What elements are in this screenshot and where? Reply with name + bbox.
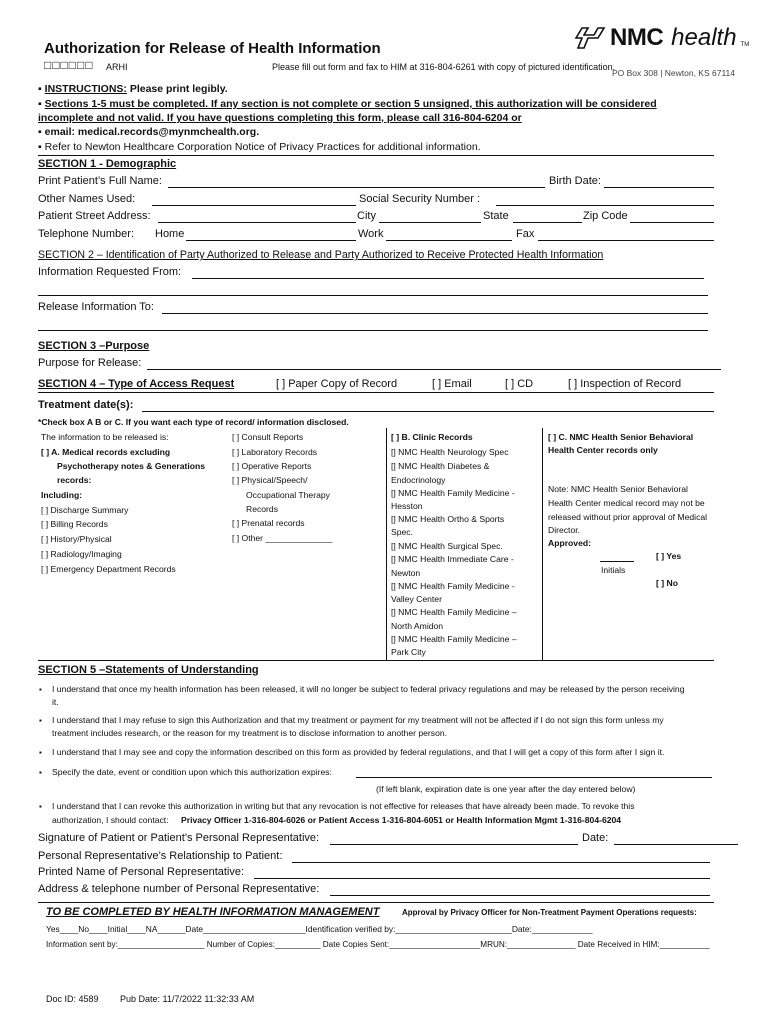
statement-2: I understand that I may refuse to sign this Authorization and that my treatment or payment for my treatment will not be affected if I do not sign this form unless my	[52, 715, 664, 725]
statement-5: I understand that I can revoke this authorization in writing but that any revocation is not effective for releases that have already been made. To revoke this	[52, 801, 635, 811]
street-field[interactable]	[158, 222, 356, 223]
record-checkbox[interactable]: [ ] Operative Reports	[232, 461, 312, 471]
him-row-1[interactable]: Yes____No____Initial____NA______Date______________________Identification verified by:_________________________Date:_____________	[46, 924, 593, 934]
bullet-icon: ▪	[39, 802, 42, 811]
purpose-label: Purpose for Release:	[38, 357, 142, 369]
bullet-icon: ▪	[38, 126, 42, 138]
statement-4: Specify the date, event or condition upon which this authorization expires:	[52, 767, 332, 777]
signature-date-field[interactable]	[614, 844, 738, 845]
clinic-checkbox[interactable]: [] NMC Health Family Medicine –	[391, 634, 517, 644]
instruction-line-5	[38, 141, 481, 153]
divider	[38, 155, 714, 156]
clinic-checkbox[interactable]: [] NMC Health Family Medicine –	[391, 607, 517, 617]
city-label: City	[357, 210, 376, 222]
option-a-text-2: Psychotherapy notes & Generations	[57, 461, 206, 471]
record-checkbox[interactable]: [ ] History/Physical	[41, 534, 112, 544]
initials-label: Initials	[601, 565, 626, 575]
cross-icon	[572, 24, 606, 52]
home-phone-field[interactable]	[186, 240, 356, 241]
including-label: Including:	[41, 490, 83, 500]
expiration-note: (If left blank, expiration date is one year after the day entered below)	[376, 784, 636, 794]
doc-id: Doc ID: 4589	[46, 994, 99, 1004]
nmc-health-logo	[572, 24, 749, 52]
section-2-title: SECTION 2 – Identification of Party Authorized to Release and Party Authorized to Receive Protected Health Information	[38, 249, 604, 261]
column-divider	[542, 428, 543, 660]
him-divider	[38, 902, 714, 903]
release-to-field-2[interactable]	[38, 330, 708, 331]
signature-date-label: Date:	[582, 832, 609, 844]
fax-instruction: Please fill out form and fax to HIM at 316-804-6261 with copy of pictured identification.	[272, 62, 616, 72]
record-checkbox[interactable]: [ ] Radiology/Imaging	[41, 549, 122, 559]
printed-name-field[interactable]	[254, 878, 710, 879]
release-to-label: Release Information To:	[38, 301, 154, 313]
logo-tm: TM	[740, 42, 750, 48]
telephone-label: Telephone Number:	[38, 228, 135, 240]
bullet-icon: ▪	[39, 748, 42, 757]
clinic-text: Valley Center	[391, 594, 442, 604]
treatment-dates-label: Treatment date(s):	[38, 399, 134, 411]
clinic-checkbox[interactable]: [] NMC Health Diabetes &	[391, 461, 490, 471]
work-phone-field[interactable]	[386, 240, 512, 241]
contacts: Privacy Officer 1-316-804-6026 or Patient Access 1-316-804-6051 or Health Information Mgmt 1-316-804-6204	[181, 815, 622, 825]
print-legibly: Please print legibly.	[129, 83, 228, 95]
bullet-icon: ▪	[39, 685, 42, 694]
form-title: Authorization for Release of Health Information	[44, 40, 381, 57]
option-c-text: Health Center records only	[548, 445, 658, 455]
approved-label: Approved:	[548, 538, 591, 548]
signature-label: Signature of Patient or Patient’s Personal Representative:	[38, 832, 320, 844]
instruction-line-3	[38, 112, 522, 124]
privacy-notice-text: Refer to Newton Healthcare Corporation Notice of Privacy Practices for additional information.	[44, 141, 481, 153]
check-note: *Check box A B or C. If you want each type of record/ information disclosed.	[38, 417, 349, 427]
fax-field[interactable]	[538, 240, 714, 241]
initials-field[interactable]	[600, 561, 634, 562]
instruction-line-4	[38, 126, 259, 138]
clinic-checkbox[interactable]: [] NMC Health Surgical Spec.	[391, 541, 503, 551]
record-text: Records	[246, 504, 278, 514]
questions-text: incomplete and not valid. If you have questions completing this form, please call 316-804-6204 or	[38, 112, 522, 124]
him-title: TO BE COMPLETED BY HEALTH INFORMATION MANAGEMENT	[46, 906, 380, 918]
clinic-text: Newton	[391, 568, 421, 578]
note-line: Director.	[548, 525, 580, 535]
inspection-checkbox[interactable]: [ ] Inspection of Record	[568, 378, 682, 390]
record-checkbox[interactable]: [ ] Laboratory Records	[232, 447, 318, 457]
clinic-checkbox[interactable]: [] NMC Health Family Medicine -	[391, 488, 515, 498]
work-label: Work	[358, 228, 384, 240]
relationship-label: Personal Representative’s Relationship to Patient:	[38, 850, 283, 862]
other-names-label: Other Names Used:	[38, 193, 136, 205]
option-a-text-3: records:	[57, 475, 92, 485]
info-requested-field[interactable]	[192, 278, 704, 279]
address-phone-field[interactable]	[330, 895, 710, 896]
ssn-label: Social Security Number :	[359, 193, 481, 205]
clinic-text: North Amidon	[391, 621, 444, 631]
option-c-checkbox[interactable]: [ ] C. NMC Health Senior Behavioral	[548, 432, 694, 442]
record-checkbox[interactable]: [ ] Emergency Department Records	[41, 564, 176, 574]
info-released-label: The information to be released is:	[41, 432, 169, 442]
statement-5b: authorization, I should contact:	[52, 815, 169, 825]
instruction-line-2	[38, 98, 657, 110]
zip-label: Zip Code	[583, 210, 628, 222]
clinic-checkbox[interactable]: [] NMC Health Immediate Care -	[391, 554, 514, 564]
cd-checkbox[interactable]: [ ] CD	[505, 378, 534, 390]
sections-required-text: Sections 1-5 must be completed. If any section is not complete or section 5 unsigned, this authorization will be considered	[44, 98, 657, 110]
note-line: Health Center medical record may not be	[548, 498, 705, 508]
section-4-title: SECTION 4 – Type of Access Request	[38, 378, 235, 390]
fax-label: Fax	[516, 228, 535, 240]
note-line: released without prior approval of Medical	[548, 512, 708, 522]
info-requested-field-2[interactable]	[38, 295, 708, 296]
statement-1: I understand that once my health information has been released, it will no longer be subject to federal privacy regulations and may be released by the person receiving	[52, 684, 685, 694]
record-checkbox[interactable]: [ ] Billing Records	[41, 519, 108, 529]
form-code: ARHI	[106, 62, 128, 72]
street-label: Patient Street Address:	[38, 210, 151, 222]
statement-3: I understand that I may see and copy the information described on this form as provided by federal regulations, and that I will get a copy of this form after I sign it.	[52, 747, 665, 757]
other-names-field[interactable]	[152, 205, 356, 206]
clinic-text: Endocrinology	[391, 475, 446, 485]
clinic-checkbox[interactable]: [] NMC Health Ortho & Sports	[391, 514, 505, 524]
statement-1b: it.	[52, 697, 59, 707]
release-to-field[interactable]	[162, 313, 708, 314]
city-field[interactable]	[379, 222, 481, 223]
relationship-field[interactable]	[292, 862, 710, 863]
purpose-field[interactable]	[147, 369, 721, 370]
full-name-field[interactable]	[168, 187, 545, 188]
section-3-title: SECTION 3 –Purpose	[38, 340, 150, 352]
logo-nmc: NMC	[610, 24, 664, 51]
record-checkbox[interactable]: [ ] Consult Reports	[232, 432, 304, 442]
zip-field[interactable]	[630, 222, 714, 223]
treatment-dates-field[interactable]	[142, 411, 714, 412]
bullet-icon: ▪	[38, 141, 42, 153]
statement-2b: treatment includes research, or the reason for my treatment is to disclose information to another person.	[52, 728, 448, 738]
signature-field[interactable]	[330, 844, 578, 845]
record-checkbox[interactable]: [ ] Discharge Summary	[41, 505, 129, 515]
section-5-title: SECTION 5 –Statements of Understanding	[38, 664, 259, 676]
instructions-label: INSTRUCTIONS:	[44, 83, 127, 95]
birth-date-label: Birth Date:	[549, 175, 601, 187]
address: PO Box 308 | Newton, KS 67114	[612, 68, 736, 78]
record-checkbox[interactable]: [ ] Physical/Speech/	[232, 475, 308, 485]
divider	[38, 660, 714, 661]
clinic-text: Hesston	[391, 501, 423, 511]
bullet-icon: ▪	[39, 716, 42, 725]
email-text: email: medical.records@mynmchealth.org.	[44, 126, 260, 138]
pub-date: Pub Date: 11/7/2022 11:32:33 AM	[120, 994, 255, 1004]
state-field[interactable]	[513, 222, 582, 223]
him-row-2[interactable]: Information sent by:___________________ Number of Copies:__________ Date Copies Sent:____________________MRUN:_______________ Date Received in HIM:___________	[46, 940, 710, 949]
instruction-line-1	[38, 83, 228, 95]
other-checkbox[interactable]: [ ] Other ______________	[232, 533, 333, 543]
logo-health: health	[671, 24, 737, 51]
email-checkbox[interactable]: [ ] Email	[432, 378, 472, 390]
birth-date-field[interactable]	[604, 187, 714, 188]
bullet-icon: ▪	[38, 83, 42, 95]
note-line: Note: NMC Health Senior Behavioral	[548, 484, 688, 494]
yes-checkbox[interactable]: [ ] Yes	[656, 551, 682, 561]
option-a-checkbox[interactable]: [ ] A. Medical records excluding	[41, 447, 171, 457]
column-divider	[386, 428, 387, 660]
divider	[38, 392, 714, 393]
section-1-title: SECTION 1 - Demographic	[38, 158, 177, 170]
address-phone-label: Address & telephone number of Personal Representative:	[38, 883, 320, 895]
him-approval: Approval by Privacy Officer for Non-Treatment Payment Operations requests:	[402, 908, 697, 917]
state-label: State	[483, 210, 509, 222]
full-name-label: Print Patient’s Full Name:	[38, 175, 162, 187]
record-text: Occupational Therapy	[246, 490, 330, 500]
checkbox-glyphs: □□□□□□	[44, 58, 94, 72]
bullet-icon: ▪	[38, 98, 42, 110]
no-checkbox[interactable]: [ ] No	[656, 578, 678, 588]
paper-copy-checkbox[interactable]: [ ] Paper Copy of Record	[276, 378, 398, 390]
printed-name-label: Printed Name of Personal Representative:	[38, 866, 245, 878]
record-checkbox[interactable]: [ ] Prenatal records	[232, 518, 305, 528]
clinic-checkbox[interactable]: [] NMC Health Neurology Spec	[391, 447, 509, 457]
clinic-text: Spec.	[391, 527, 413, 537]
info-requested-label: Information Requested From:	[38, 266, 182, 278]
expiration-field[interactable]	[356, 777, 712, 778]
ssn-field[interactable]	[496, 205, 714, 206]
clinic-text: Park City	[391, 647, 426, 657]
option-b-checkbox[interactable]: [ ] B. Clinic Records	[391, 432, 473, 442]
clinic-checkbox[interactable]: [] NMC Health Family Medicine -	[391, 581, 515, 591]
bullet-icon: ▪	[39, 768, 42, 777]
home-label: Home	[155, 228, 185, 240]
